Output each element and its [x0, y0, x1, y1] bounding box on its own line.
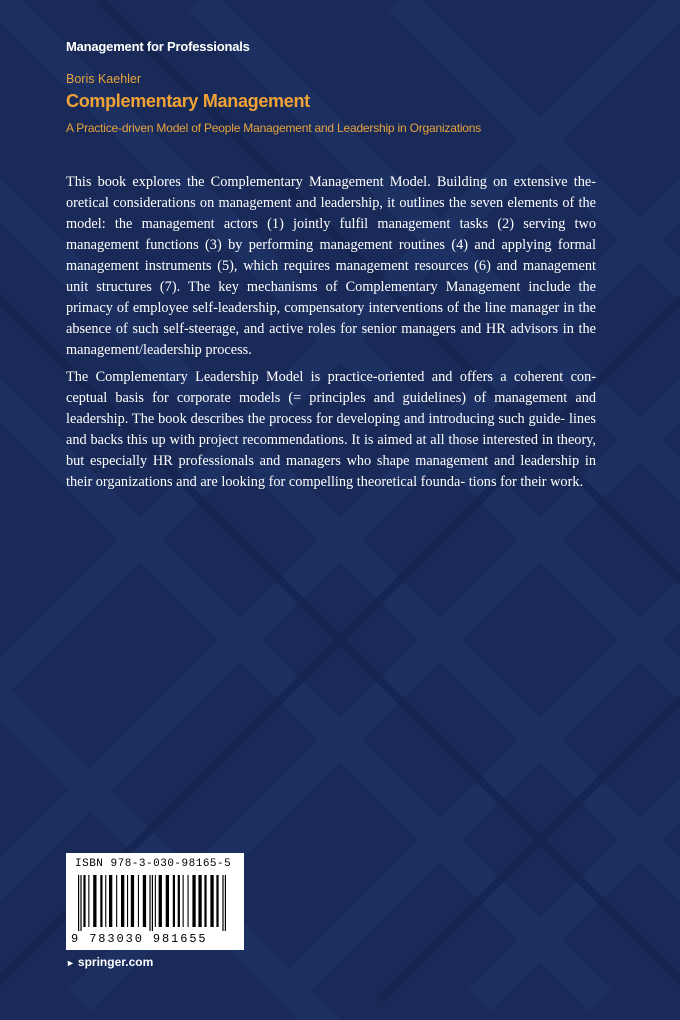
barcode-bar — [173, 875, 175, 927]
description-line: The Complementary Leadership Model is practice-oriented and offers a coherent con- — [66, 369, 596, 385]
description-line: oretical considerations on management and leadership, it outlines the seven elements — [66, 195, 559, 211]
barcode-digits: 9 783030 981655 — [71, 932, 208, 946]
barcode-bar — [225, 875, 226, 931]
barcode-bar — [105, 875, 106, 927]
barcode-bar — [100, 875, 102, 927]
barcode-bar — [155, 875, 156, 927]
description-line: line manager in the absence of such self-steerage, and active roles for senior managers — [66, 300, 596, 337]
barcode-bar — [183, 875, 184, 927]
description-line: leadership in their organizations and are looking for compelling theoretical founda- — [66, 453, 596, 490]
isbn-label: ISBN 978-3-030-98165-5 — [75, 858, 232, 870]
barcode-bar — [80, 875, 81, 931]
barcode-bar — [78, 875, 79, 931]
description-line: tions for their work. — [468, 474, 584, 490]
barcode-bar — [166, 875, 169, 927]
barcode-bar — [121, 875, 124, 927]
barcode-bar — [216, 875, 218, 927]
description-paragraph-1 — [66, 172, 596, 361]
barcode-bar — [188, 875, 189, 927]
description-line: in theory, but especially HR professionals and managers who shape management and — [66, 432, 597, 469]
barcode-bar — [93, 875, 96, 927]
barcode-bar — [109, 875, 112, 927]
barcode-bar — [159, 875, 162, 927]
description-line: and HR advisors in the management/leadership process. — [66, 321, 596, 358]
description-paragraph-2 — [66, 367, 596, 493]
book-description — [66, 172, 596, 499]
barcode-bar — [143, 875, 146, 927]
arrow-right-icon: ► — [66, 958, 75, 968]
publisher-link[interactable] — [66, 955, 153, 969]
description-line: include the primacy of employee self-leadership, compensatory interventions of the — [66, 279, 596, 316]
barcode-bar — [152, 875, 153, 931]
description-line: two management functions (3) by performing management routines (4) and applying — [66, 216, 596, 253]
description-line: ceptual basis for corporate models (= principles and guidelines) of management and — [66, 390, 596, 406]
description-line: lines and backs this up with project recommendations. It is aimed at all those interested — [66, 411, 596, 448]
book-subtitle: A Practice-driven Model of People Management and Leadership in Organizations — [66, 121, 482, 135]
description-line: formal management instruments (5), which requires management resources (6) and — [66, 237, 596, 274]
barcode-bar — [222, 875, 223, 931]
barcode-bar — [192, 875, 195, 927]
barcode — [74, 875, 236, 931]
publisher-name: springer.com — [77, 955, 154, 969]
barcode-bar — [178, 875, 180, 927]
barcode-bar — [149, 875, 150, 931]
barcode-bar — [116, 875, 117, 927]
isbn-barcode-box — [66, 853, 244, 950]
barcode-bar — [83, 875, 85, 927]
description-line: of the model: the management actors (1) jointly fulfil management tasks (2) serving — [66, 195, 597, 232]
barcode-bar — [131, 875, 134, 927]
barcode-bar — [198, 875, 201, 927]
series-title: Management for Professionals — [66, 39, 250, 54]
barcode-bar — [138, 875, 139, 927]
description-line: management unit structures (7). The key mechanisms of Complementary Management — [66, 258, 597, 295]
barcode-bar — [88, 875, 89, 927]
barcode-bar — [204, 875, 206, 927]
barcode-bar — [210, 875, 213, 927]
author-name: Boris Kaehler — [66, 72, 142, 86]
description-line: This book explores the Complementary Management Model. Building on extensive the- — [66, 174, 596, 190]
book-title: Complementary Management — [66, 91, 310, 111]
barcode-bar — [127, 875, 128, 927]
description-line: leadership. The book describes the process for developing and introducing such guide- — [66, 411, 566, 427]
